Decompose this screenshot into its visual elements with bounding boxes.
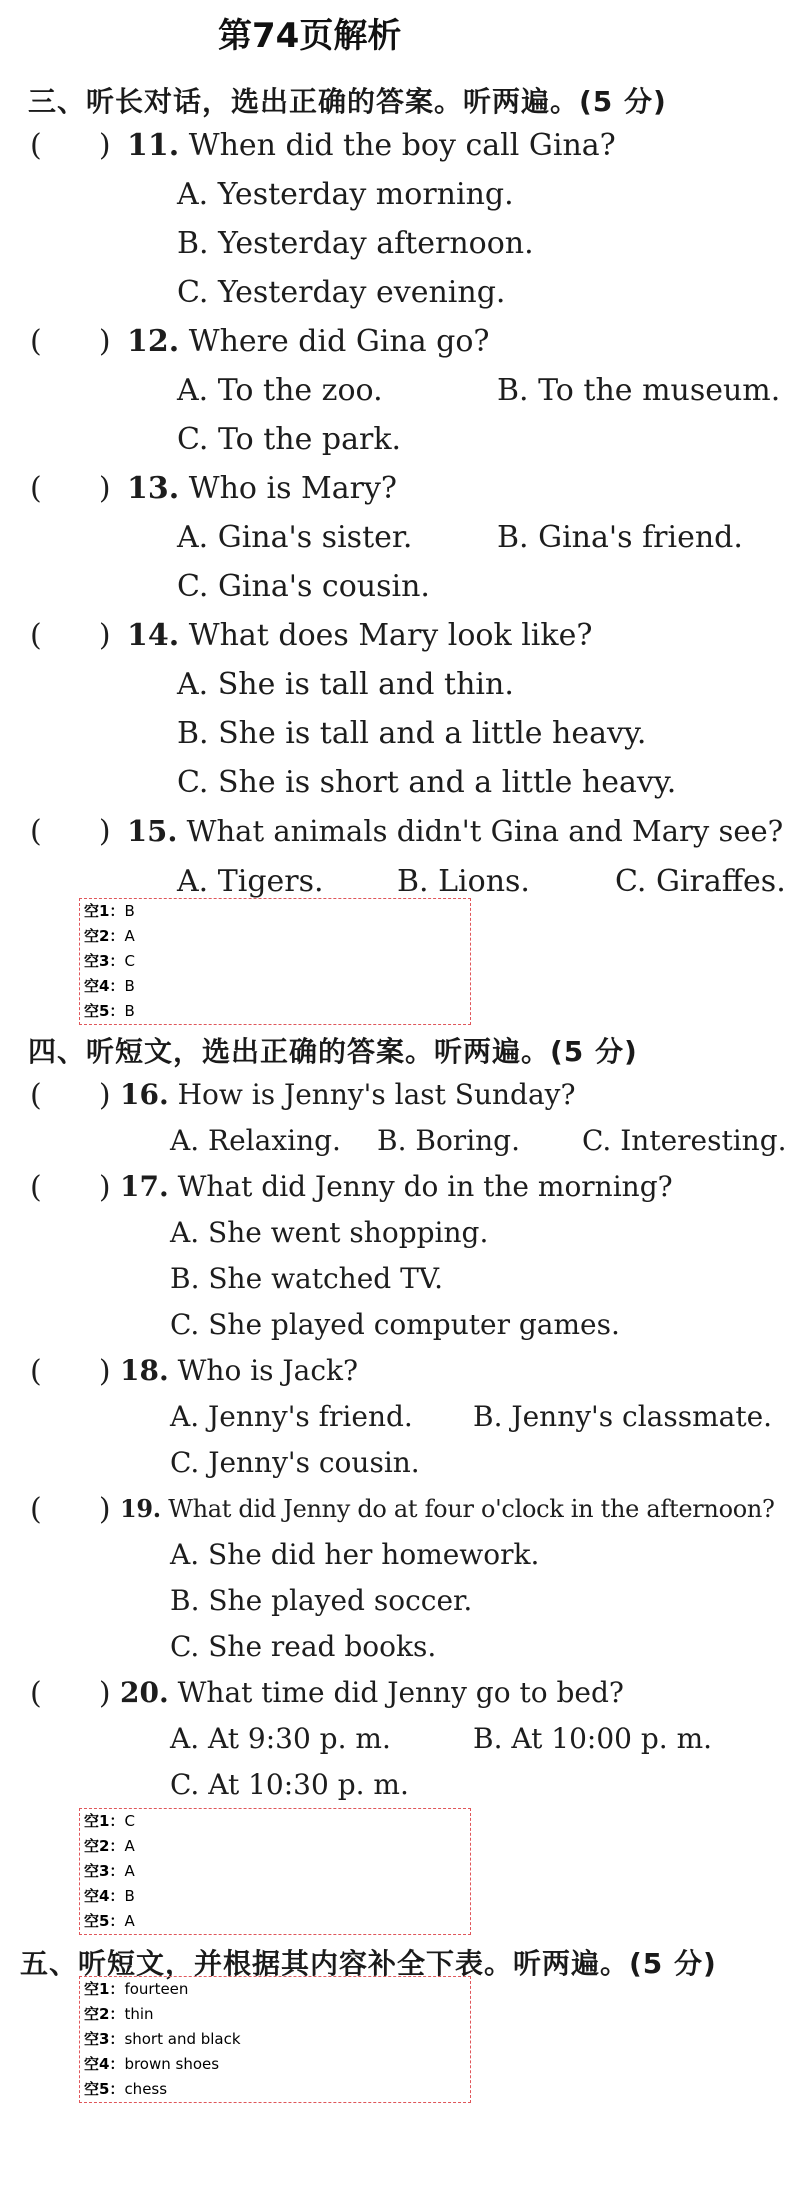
question-number: 12. xyxy=(127,324,180,359)
question-number: 17. xyxy=(120,1170,169,1203)
option: B. Gina's friend. xyxy=(497,520,743,555)
answer-row xyxy=(80,2052,470,2077)
answer-value: chess xyxy=(124,2080,168,2098)
option: A. She did her homework. xyxy=(170,1538,540,1571)
answer-row xyxy=(80,1834,470,1859)
answer-box xyxy=(79,898,471,1025)
question-line xyxy=(120,1494,775,1523)
answer-value: thin xyxy=(124,2005,154,2023)
option: C. Jenny's cousin. xyxy=(170,1446,420,1479)
answer-value: B xyxy=(124,977,135,995)
option: A. To the zoo. xyxy=(177,373,383,408)
answer-value: brown shoes xyxy=(124,2055,220,2073)
question-number: 20. xyxy=(120,1676,169,1709)
answer-bracket: ( ) xyxy=(30,1492,111,1527)
question-text: Who is Mary? xyxy=(188,471,398,506)
answer-bracket: ( ) xyxy=(30,1170,111,1205)
answer-value: B xyxy=(124,1002,135,1020)
question-number: 16. xyxy=(120,1078,169,1111)
answer-row xyxy=(80,949,470,974)
answer-row xyxy=(80,1884,470,1909)
option: B. At 10:00 p. m. xyxy=(473,1722,713,1755)
option: A. At 9:30 p. m. xyxy=(170,1722,391,1755)
question-text: What did Jenny do at four o'clock in the afternoon? xyxy=(168,1495,775,1523)
answer-label: 空4： xyxy=(84,977,125,995)
question-line xyxy=(120,1676,624,1709)
answer-value: A xyxy=(124,927,135,945)
answer-row xyxy=(80,1859,470,1884)
question-text: Who is Jack? xyxy=(177,1354,358,1387)
answer-row xyxy=(80,924,470,949)
answer-bracket: ( ) xyxy=(30,471,111,506)
answer-value: C xyxy=(124,1812,135,1830)
answer-bracket: ( ) xyxy=(30,128,111,163)
answer-label: 空2： xyxy=(84,1837,125,1855)
answer-label: 空1： xyxy=(84,1812,125,1830)
answer-value: B xyxy=(124,902,135,920)
question-text: What animals didn't Gina and Mary see? xyxy=(186,814,784,848)
option: A. Relaxing. xyxy=(170,1124,341,1157)
option: C. She played computer games. xyxy=(170,1308,620,1341)
answer-bracket: ( ) xyxy=(30,618,111,653)
question-line xyxy=(127,814,783,848)
answer-label: 空4： xyxy=(84,2055,125,2073)
answer-label: 空1： xyxy=(84,902,125,920)
answer-row xyxy=(80,1909,470,1934)
answer-label: 空3： xyxy=(84,1862,125,1880)
option: B. Yesterday afternoon. xyxy=(177,226,534,261)
section-heading: 三、听长对话，选出正确的答案。听两遍。(5 分) xyxy=(28,85,667,118)
option: B. She is tall and a little heavy. xyxy=(177,716,647,751)
answer-bracket: ( ) xyxy=(30,1078,111,1113)
option: A. Yesterday morning. xyxy=(177,177,514,212)
question-line xyxy=(127,324,489,359)
option: B. To the museum. xyxy=(497,373,781,408)
question-line xyxy=(127,128,616,163)
question-text: How is Jenny's last Sunday? xyxy=(177,1078,576,1111)
question-text: Where did Gina go? xyxy=(188,324,490,359)
option: C. She is short and a little heavy. xyxy=(177,765,677,800)
answer-label: 空5： xyxy=(84,2080,125,2098)
option: A. She is tall and thin. xyxy=(177,667,514,702)
option: C. To the park. xyxy=(177,422,402,457)
option: A. She went shopping. xyxy=(170,1216,489,1249)
answer-label: 空1： xyxy=(84,1980,125,1998)
answer-box xyxy=(79,1976,471,2103)
option: B. Boring. xyxy=(377,1124,521,1157)
answer-label: 空2： xyxy=(84,927,125,945)
option: C. Gina's cousin. xyxy=(177,569,430,604)
answer-value: short and black xyxy=(124,2030,241,2048)
answer-value: A xyxy=(124,1862,135,1880)
question-number: 11. xyxy=(127,128,180,163)
answer-value: C xyxy=(124,952,135,970)
answer-row xyxy=(80,2077,470,2102)
answer-bracket: ( ) xyxy=(30,814,111,849)
answer-label: 空3： xyxy=(84,952,125,970)
option: B. She played soccer. xyxy=(170,1584,473,1617)
question-number: 18. xyxy=(120,1354,169,1387)
question-number: 14. xyxy=(127,618,180,653)
answer-label: 空4： xyxy=(84,1887,125,1905)
answer-row xyxy=(80,899,470,924)
question-line xyxy=(127,618,592,653)
answer-value: B xyxy=(124,1887,135,1905)
answer-row xyxy=(80,1809,470,1834)
question-text: When did the boy call Gina? xyxy=(188,128,616,163)
answer-label: 空3： xyxy=(84,2030,125,2048)
answer-bracket: ( ) xyxy=(30,1354,111,1389)
page-title: 第74页解析 xyxy=(218,16,402,56)
question-text: What did Jenny do in the morning? xyxy=(177,1170,673,1203)
question-line xyxy=(120,1078,576,1111)
question-number: 13. xyxy=(127,471,180,506)
question-line xyxy=(127,471,397,506)
answer-value: A xyxy=(124,1837,135,1855)
question-number: 19. xyxy=(120,1494,161,1523)
option: C. At 10:30 p. m. xyxy=(170,1768,409,1801)
answer-value: fourteen xyxy=(124,1980,189,1998)
answer-row xyxy=(80,1977,470,2002)
answer-row xyxy=(80,974,470,999)
option: A. Gina's sister. xyxy=(177,520,413,555)
section-heading: 四、听短文，选出正确的答案。听两遍。(5 分) xyxy=(28,1035,638,1068)
option: C. Giraffes. xyxy=(615,864,786,899)
answer-label: 空5： xyxy=(84,1912,125,1930)
answer-box xyxy=(79,1808,471,1935)
answer-bracket: ( ) xyxy=(30,1676,111,1711)
option: B. She watched TV. xyxy=(170,1262,443,1295)
option: A. Tigers. xyxy=(177,864,324,899)
question-text: What does Mary look like? xyxy=(188,618,593,653)
answer-label: 空5： xyxy=(84,1002,125,1020)
question-line xyxy=(120,1170,673,1203)
answer-value: A xyxy=(124,1912,135,1930)
answer-row xyxy=(80,2027,470,2052)
question-text: What time did Jenny go to bed? xyxy=(177,1676,624,1709)
option: C. Interesting. xyxy=(582,1124,787,1157)
option: B. Jenny's classmate. xyxy=(473,1400,773,1433)
option: B. Lions. xyxy=(397,864,530,899)
option: C. She read books. xyxy=(170,1630,437,1663)
answer-bracket: ( ) xyxy=(30,324,111,359)
answer-label: 空2： xyxy=(84,2005,125,2023)
question-number: 15. xyxy=(127,814,178,848)
question-line xyxy=(120,1354,358,1387)
answer-row xyxy=(80,999,470,1024)
option: C. Yesterday evening. xyxy=(177,275,506,310)
option: A. Jenny's friend. xyxy=(170,1400,413,1433)
section-heading: 五、听短文，并根据其内容补全下表。听两遍。(5 分) xyxy=(20,1947,717,1980)
answer-row xyxy=(80,2002,470,2027)
